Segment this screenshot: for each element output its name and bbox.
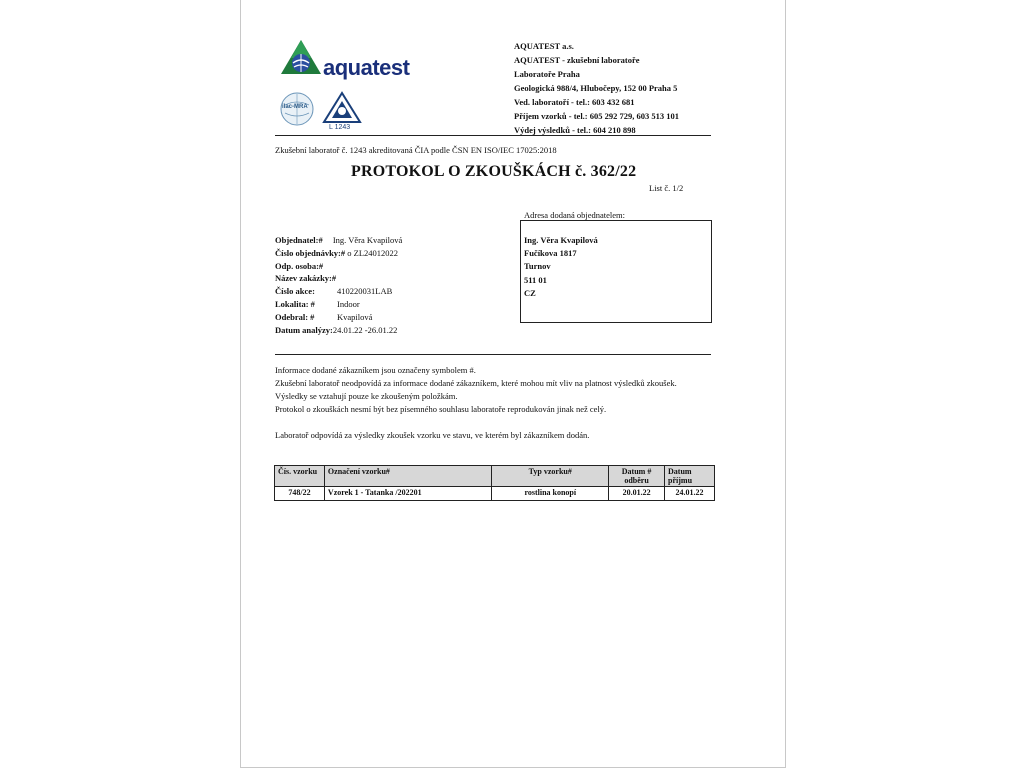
- notes: [275, 364, 677, 416]
- client-info-row: [275, 298, 402, 311]
- cia-label: L 1243: [329, 124, 351, 131]
- ilac-label: ilac-MRA: [282, 104, 308, 110]
- client-info-row: [275, 260, 402, 273]
- column-header: Označení vzorku#: [324, 466, 492, 487]
- responsibility-statement: Laboratoř odpovídá za výsledky zkoušek vzorku ve stavu, ve kterém byl zákazníkem dodán.: [275, 430, 590, 440]
- note-line: Protokol o zkouškách nesmí být bez písemného souhlasu laboratoře reprodukován jinak než celý.: [275, 404, 607, 414]
- samples-table: [274, 465, 715, 501]
- info-divider: [275, 354, 711, 355]
- field-value: o ZL24012022: [347, 247, 399, 258]
- field-label: Lokalita: #: [275, 298, 315, 309]
- table-row: [275, 487, 715, 501]
- field-label: Datum analýzy:: [275, 324, 333, 335]
- note-line: Výsledky se vztahují pouze ke zkoušeným položkám.: [275, 391, 458, 401]
- address-line: Turnov: [524, 261, 551, 272]
- header-divider: [275, 135, 711, 136]
- address-line: Fučíkova 1817: [524, 248, 577, 259]
- field-value: 410220031LAB: [337, 286, 393, 297]
- client-info-row: [275, 247, 402, 260]
- lab-info-line: Laboratoře Praha: [514, 69, 580, 79]
- note-line: Informace dodané zákazníkem jsou označeny symbolem #.: [275, 365, 476, 375]
- client-info-row: [275, 324, 402, 337]
- address-line: CZ: [524, 287, 536, 298]
- accreditation-statement: Zkušební laboratoř č. 1243 akreditovaná ČIA podle ČSN EN ISO/IEC 17025:2018: [275, 145, 557, 155]
- client-info-row: [275, 272, 402, 285]
- column-header: Čís. vzorku: [275, 466, 325, 487]
- sheet-number: List č. 1/2: [649, 183, 684, 193]
- client-info: [275, 234, 402, 336]
- field-label: Název zakázky:#: [275, 273, 337, 284]
- field-value: Indoor: [337, 298, 360, 309]
- client-info-row: [275, 234, 402, 247]
- note-line: Zkušební laboratoř neodpovídá za informace dodané zákazníkem, které mohou mít vliv na platnost výsledků zkoušek.: [275, 378, 677, 388]
- client-info-row: [275, 311, 402, 324]
- table-cell: 20.01.22: [609, 487, 665, 501]
- field-label: Číslo akce:: [275, 286, 315, 297]
- field-label: Odp. osoba:#: [275, 260, 324, 271]
- table-cell: 748/22: [275, 487, 325, 501]
- lab-info-line: Výdej výsledků - tel.: 604 210 898: [514, 125, 636, 135]
- logo-text: aquatest: [323, 55, 410, 80]
- table-cell: 24.01.22: [665, 487, 715, 501]
- lab-info-line: Ved. laboratoří - tel.: 603 432 681: [514, 97, 635, 107]
- protocol-title: PROTOKOL O ZKOUŠKÁCH č. 362/22: [351, 163, 637, 180]
- address-label: Adresa dodaná objednatelem:: [524, 210, 626, 220]
- address-line: Ing. Věra Kvapilová: [524, 235, 598, 245]
- column-header: Typ vzorku#: [492, 466, 609, 487]
- table-header-row: [275, 466, 715, 487]
- client-info-row: [275, 285, 402, 298]
- field-label: Číslo objednávky:#: [275, 247, 346, 258]
- address-line: 511 01: [524, 274, 547, 285]
- field-value: Ing. Věra Kvapilová: [332, 235, 403, 245]
- table-cell: Vzorek 1 - Tatanka /202201: [324, 487, 492, 501]
- column-header: Datum příjmu: [665, 466, 715, 487]
- field-value: 24.01.22 -26.01.22: [332, 324, 398, 335]
- lab-info-line: Příjem vzorků - tel.: 605 292 729, 603 513 101: [514, 111, 680, 121]
- field-label: Odebral: #: [275, 311, 315, 322]
- aquatest-logo-icon: [279, 38, 327, 78]
- lab-info-line: AQUATEST a.s.: [514, 41, 574, 51]
- field-label: Objednatel:#: [275, 235, 323, 245]
- column-header: Datum # odběru: [609, 466, 665, 487]
- table-cell: rostlina konopí: [492, 487, 609, 501]
- document-page: [240, 0, 786, 768]
- lab-info-line: Geologická 988/4, Hlubočepy, 152 00 Praha 5: [514, 83, 678, 93]
- field-value: Kvapilová: [337, 311, 373, 322]
- address-lines: [524, 234, 598, 300]
- lab-info-line: AQUATEST - zkušební laboratoře: [514, 55, 640, 65]
- cia-seal-icon: [321, 91, 363, 125]
- lab-info: [514, 39, 679, 137]
